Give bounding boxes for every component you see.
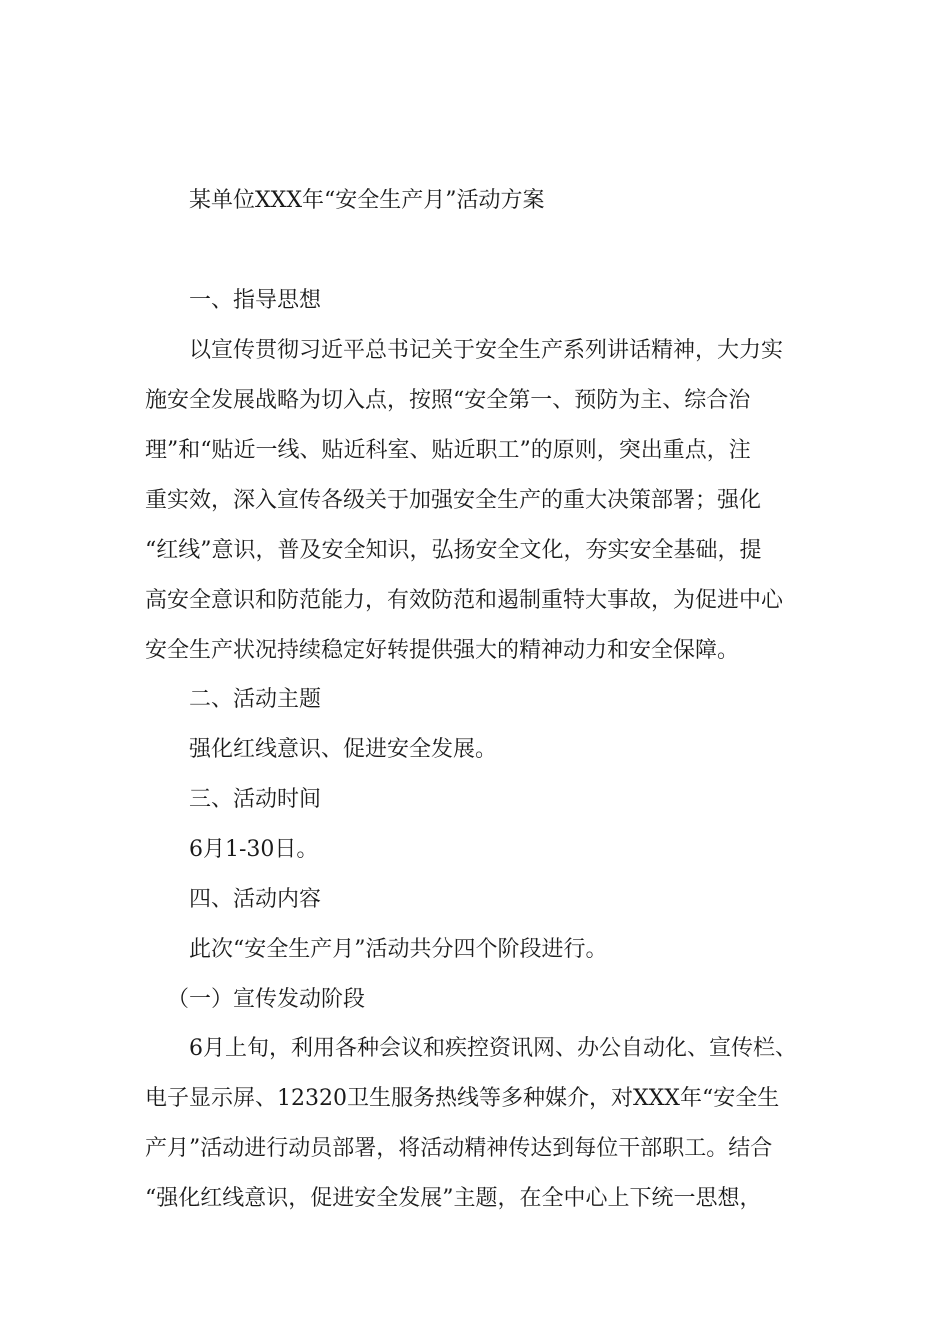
paragraph-line: 此次“安全生产月”活动共分四个阶段进行。	[189, 937, 608, 962]
paragraph-line: 电子显示屏、12320卫生服务热线等多种媒介，对XXX年“安全生	[145, 1086, 780, 1111]
paragraph-line: 以宣传贯彻习近平总书记关于安全生产系列讲话精神，大力实	[189, 338, 784, 363]
paragraph-line: 6月上旬，利用各种会议和疾控资讯网、办公自动化、宣传栏、	[189, 1036, 797, 1061]
section-heading-activity-time: 三、活动时间	[189, 787, 322, 812]
paragraph-line: 产月”活动进行动员部署，将活动精神传达到每位干部职工。结合	[145, 1136, 773, 1161]
document-title: 某单位XXX年“安全生产月”活动方案	[189, 188, 545, 213]
section-heading-activity-theme: 二、活动主题	[189, 687, 322, 712]
paragraph-line: 6月1-30日。	[189, 837, 319, 862]
paragraph-line: 重实效，深入宣传各级关于加强安全生产的重大决策部署；强化	[145, 488, 762, 513]
paragraph-line: 施安全发展战略为切入点，按照“安全第一、预防为主、综合治	[145, 388, 751, 413]
paragraph-line: 强化红线意识、促进安全发展。	[189, 737, 498, 762]
paragraph-line: “红线”意识，普及安全知识，弘扬安全文化，夯实安全基础，提	[145, 538, 762, 563]
paragraph-line: 高安全意识和防范能力，有效防范和遏制重特大事故，为促进中心	[145, 588, 784, 613]
paragraph-line: “强化红线意识，促进安全发展”主题，在全中心上下统一思想，	[145, 1186, 762, 1211]
section-heading-guiding-ideology: 一、指导思想	[189, 288, 322, 313]
section-heading-activity-content: 四、活动内容	[189, 887, 322, 912]
paragraph-line: 理”和“贴近一线、贴近科室、贴近职工”的原则，突出重点，注	[145, 438, 751, 463]
subsection-heading-publicity-stage: （一）宣传发动阶段	[167, 987, 366, 1012]
paragraph-line: 安全生产状况持续稳定好转提供强大的精神动力和安全保障。	[145, 638, 740, 663]
